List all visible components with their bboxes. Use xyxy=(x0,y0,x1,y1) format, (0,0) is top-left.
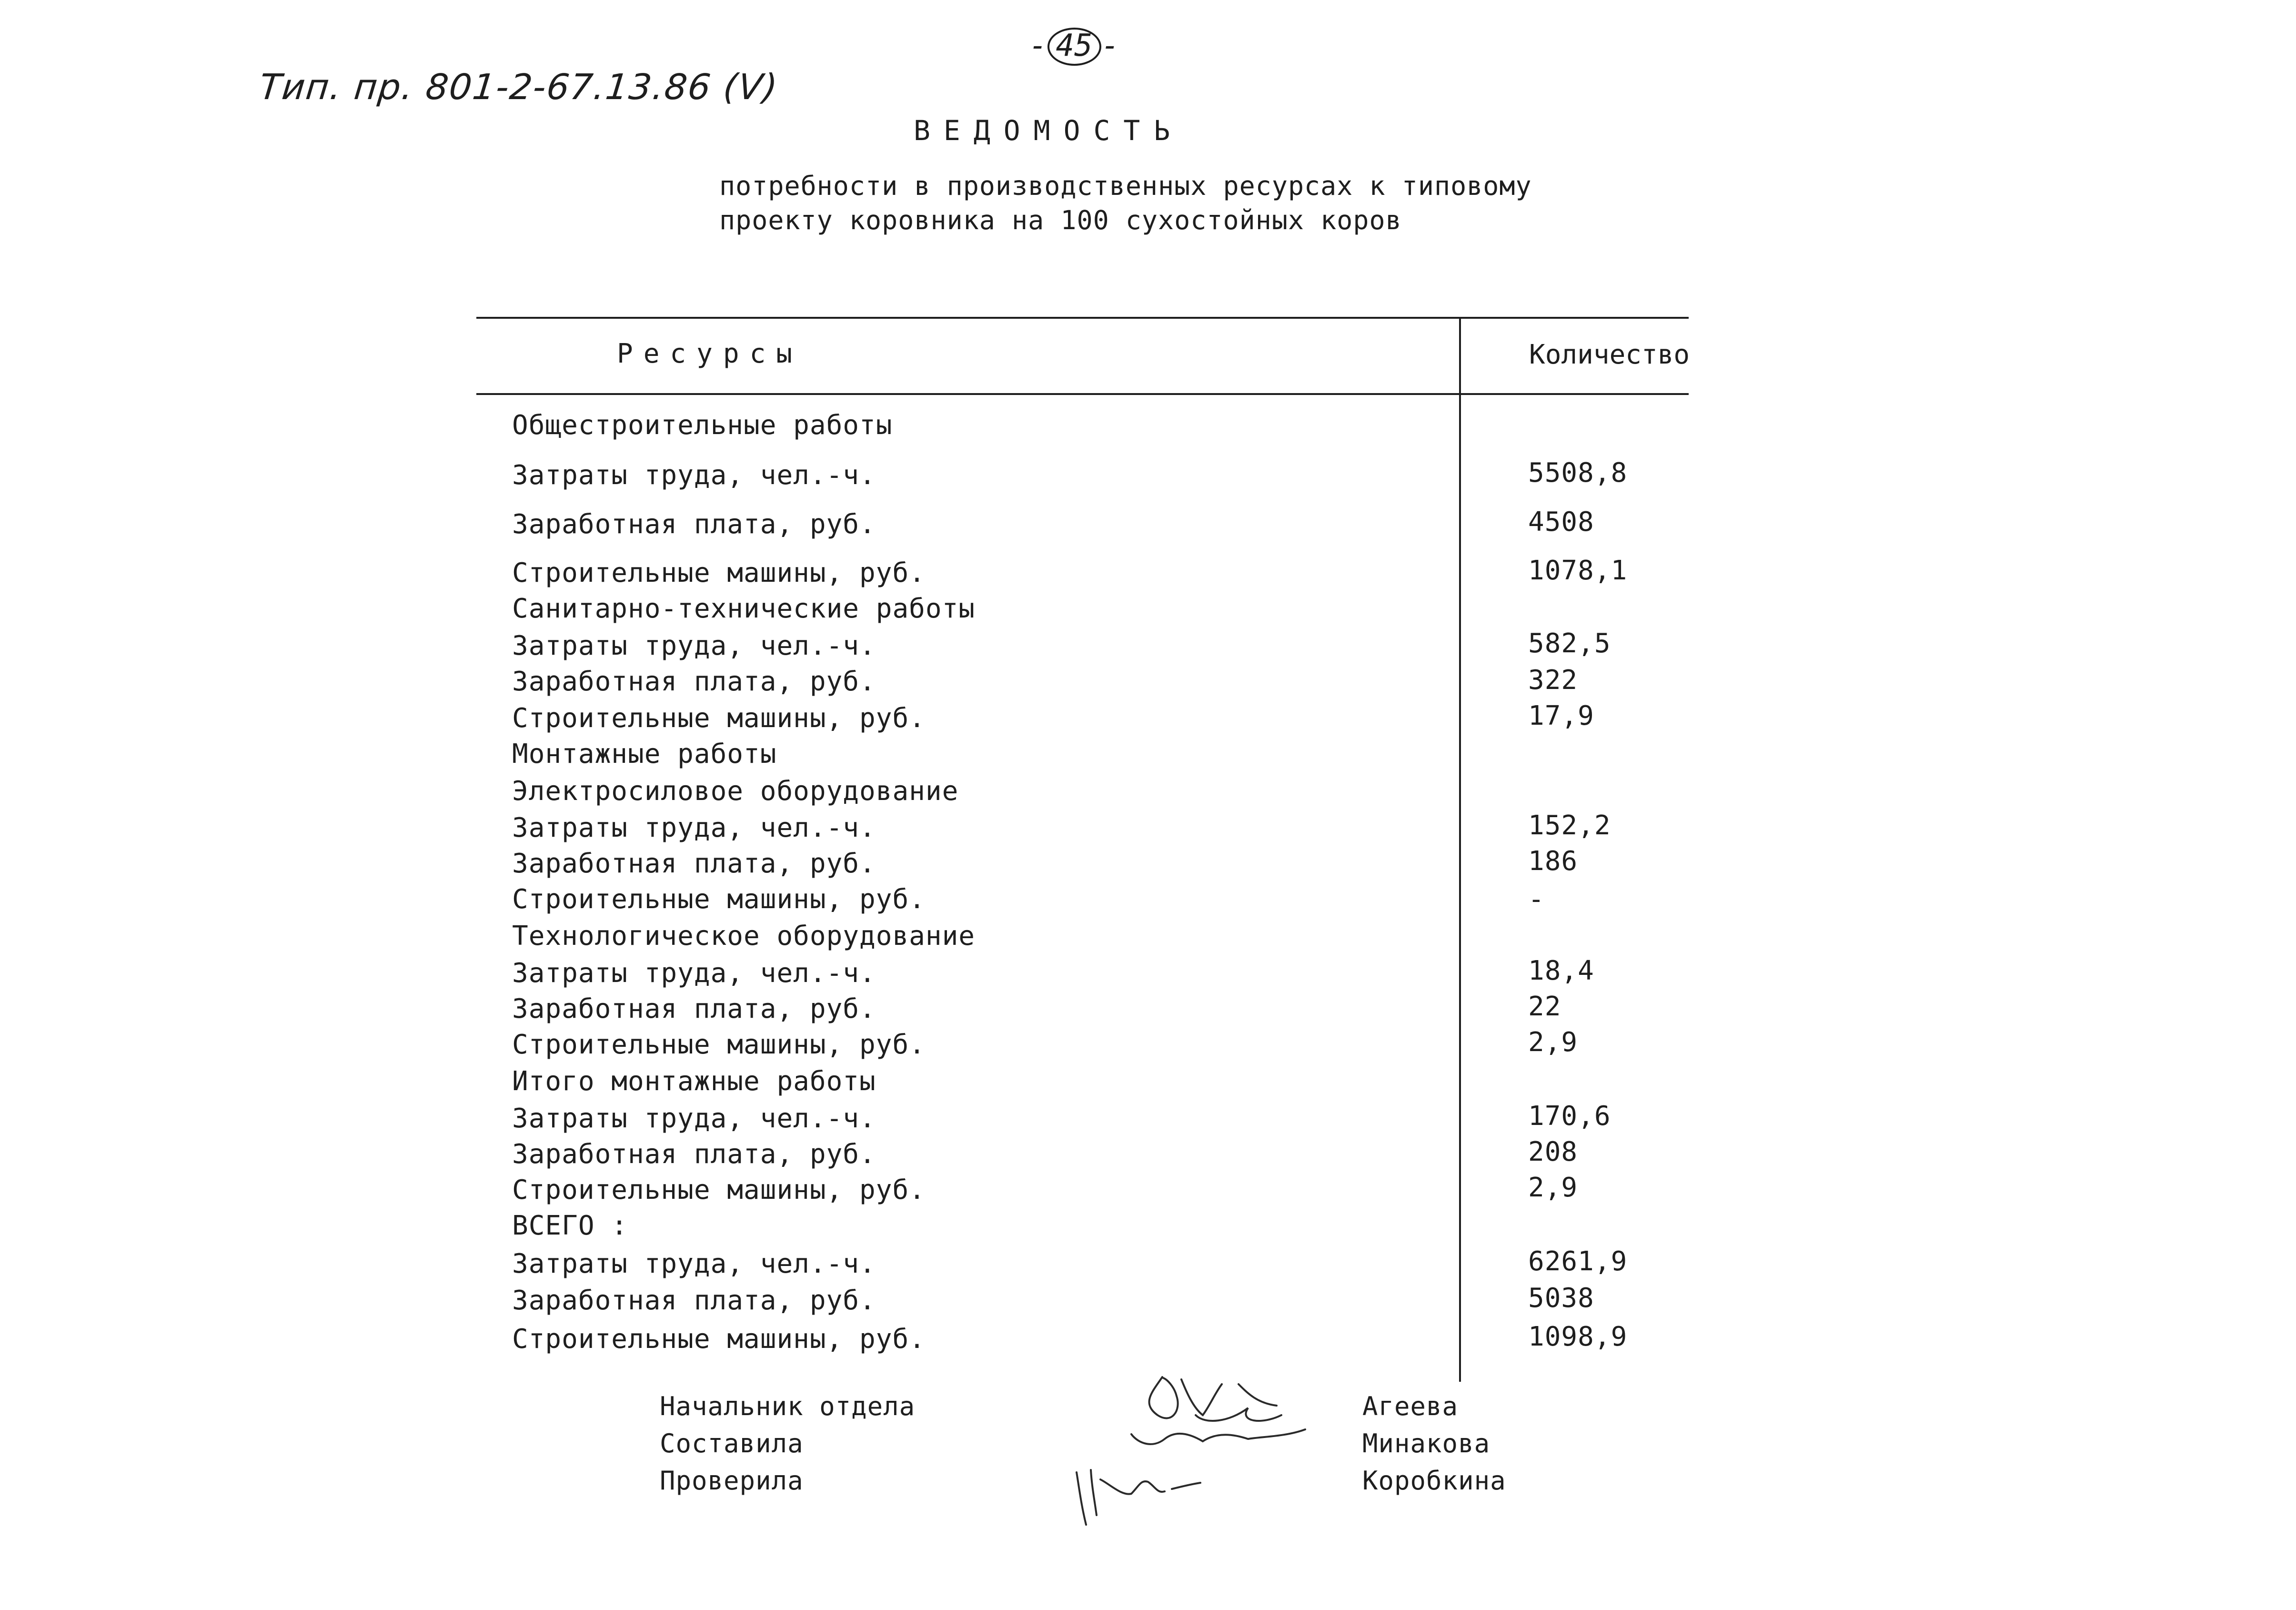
row-label: Технологическое оборудование xyxy=(512,921,976,952)
subtitle-line-1: потребности в производственных ресурсах к типовому xyxy=(719,171,1532,201)
row-label: Затраты труда, чел.-ч. xyxy=(512,958,876,989)
row-label: Заработная плата, руб. xyxy=(512,1139,876,1170)
row-value: 582,5 xyxy=(1528,628,1611,659)
document-title: ВЕДОМОСТЬ xyxy=(914,114,1184,147)
row-value: 170,6 xyxy=(1528,1101,1611,1132)
row-label: Заработная плата, руб. xyxy=(512,848,876,879)
row-label: Затраты труда, чел.-ч. xyxy=(512,630,876,661)
signature-name: Минакова xyxy=(1362,1428,1490,1458)
row-value: 2,9 xyxy=(1528,1027,1578,1058)
page-number-value: 45 xyxy=(1047,28,1101,66)
table-header-rule xyxy=(476,393,1689,395)
row-label: Санитарно-технические работы xyxy=(512,593,976,624)
row-value: 18,4 xyxy=(1528,955,1594,986)
row-label: Строительные машины, руб. xyxy=(512,557,926,588)
table-top-rule xyxy=(476,317,1689,319)
signature-role: Проверила xyxy=(660,1466,804,1496)
row-value: 1078,1 xyxy=(1528,555,1628,586)
row-label: Монтажные работы xyxy=(512,739,777,770)
row-label: ВСЕГО : xyxy=(512,1210,628,1241)
column-header-quantity: Количество xyxy=(1529,339,1690,370)
row-value: 1098,9 xyxy=(1528,1321,1628,1352)
row-label: Затраты труда, чел.-ч. xyxy=(512,1103,876,1134)
row-label: Затраты труда, чел.-ч. xyxy=(512,460,876,491)
row-label: Затраты труда, чел.-ч. xyxy=(512,812,876,843)
document-code: Тип. пр. 801-2-67.13.86 (V) xyxy=(257,67,780,108)
signature-name: Агеева xyxy=(1362,1391,1459,1421)
row-value: 5508,8 xyxy=(1528,457,1628,488)
row-label: Строительные машины, руб. xyxy=(512,1029,926,1060)
row-label: Строительные машины, руб. xyxy=(512,1175,926,1205)
row-value: 2,9 xyxy=(1528,1172,1578,1203)
row-value: - xyxy=(1528,884,1545,915)
row-label: Заработная плата, руб. xyxy=(512,509,876,540)
row-value: 22 xyxy=(1528,991,1561,1022)
row-value: 152,2 xyxy=(1528,810,1611,841)
row-value: 6261,9 xyxy=(1528,1246,1628,1277)
row-label: Общестроительные работы xyxy=(512,410,893,441)
row-value: 5038 xyxy=(1528,1283,1594,1314)
row-label: Строительные машины, руб. xyxy=(512,884,926,915)
signature-name: Коробкина xyxy=(1362,1466,1506,1496)
subtitle-line-2: проекту коровника на 100 сухостойных коров xyxy=(719,205,1402,235)
signature-role: Составила xyxy=(660,1428,804,1458)
row-value: 208 xyxy=(1528,1136,1578,1167)
row-value: 186 xyxy=(1528,846,1578,877)
row-label: Заработная плата, руб. xyxy=(512,993,876,1024)
handwritten-signatures xyxy=(1038,1358,1334,1549)
row-value: 17,9 xyxy=(1528,700,1594,731)
row-value: 322 xyxy=(1528,665,1578,696)
row-label: Затраты труда, чел.-ч. xyxy=(512,1248,876,1279)
row-label: Строительные машины, руб. xyxy=(512,703,926,734)
column-header-resources: Ресурсы xyxy=(617,338,803,369)
signature-role: Начальник отдела xyxy=(660,1391,916,1421)
page-number: - 45 - xyxy=(1029,28,1119,66)
row-label: Строительные машины, руб. xyxy=(512,1324,926,1355)
table-column-divider xyxy=(1459,317,1461,1382)
row-label: Электросиловое оборудование xyxy=(512,776,959,807)
row-label: Итого монтажные работы xyxy=(512,1066,876,1097)
row-value: 4508 xyxy=(1528,506,1594,537)
row-label: Заработная плата, руб. xyxy=(512,1285,876,1316)
row-label: Заработная плата, руб. xyxy=(512,666,876,697)
